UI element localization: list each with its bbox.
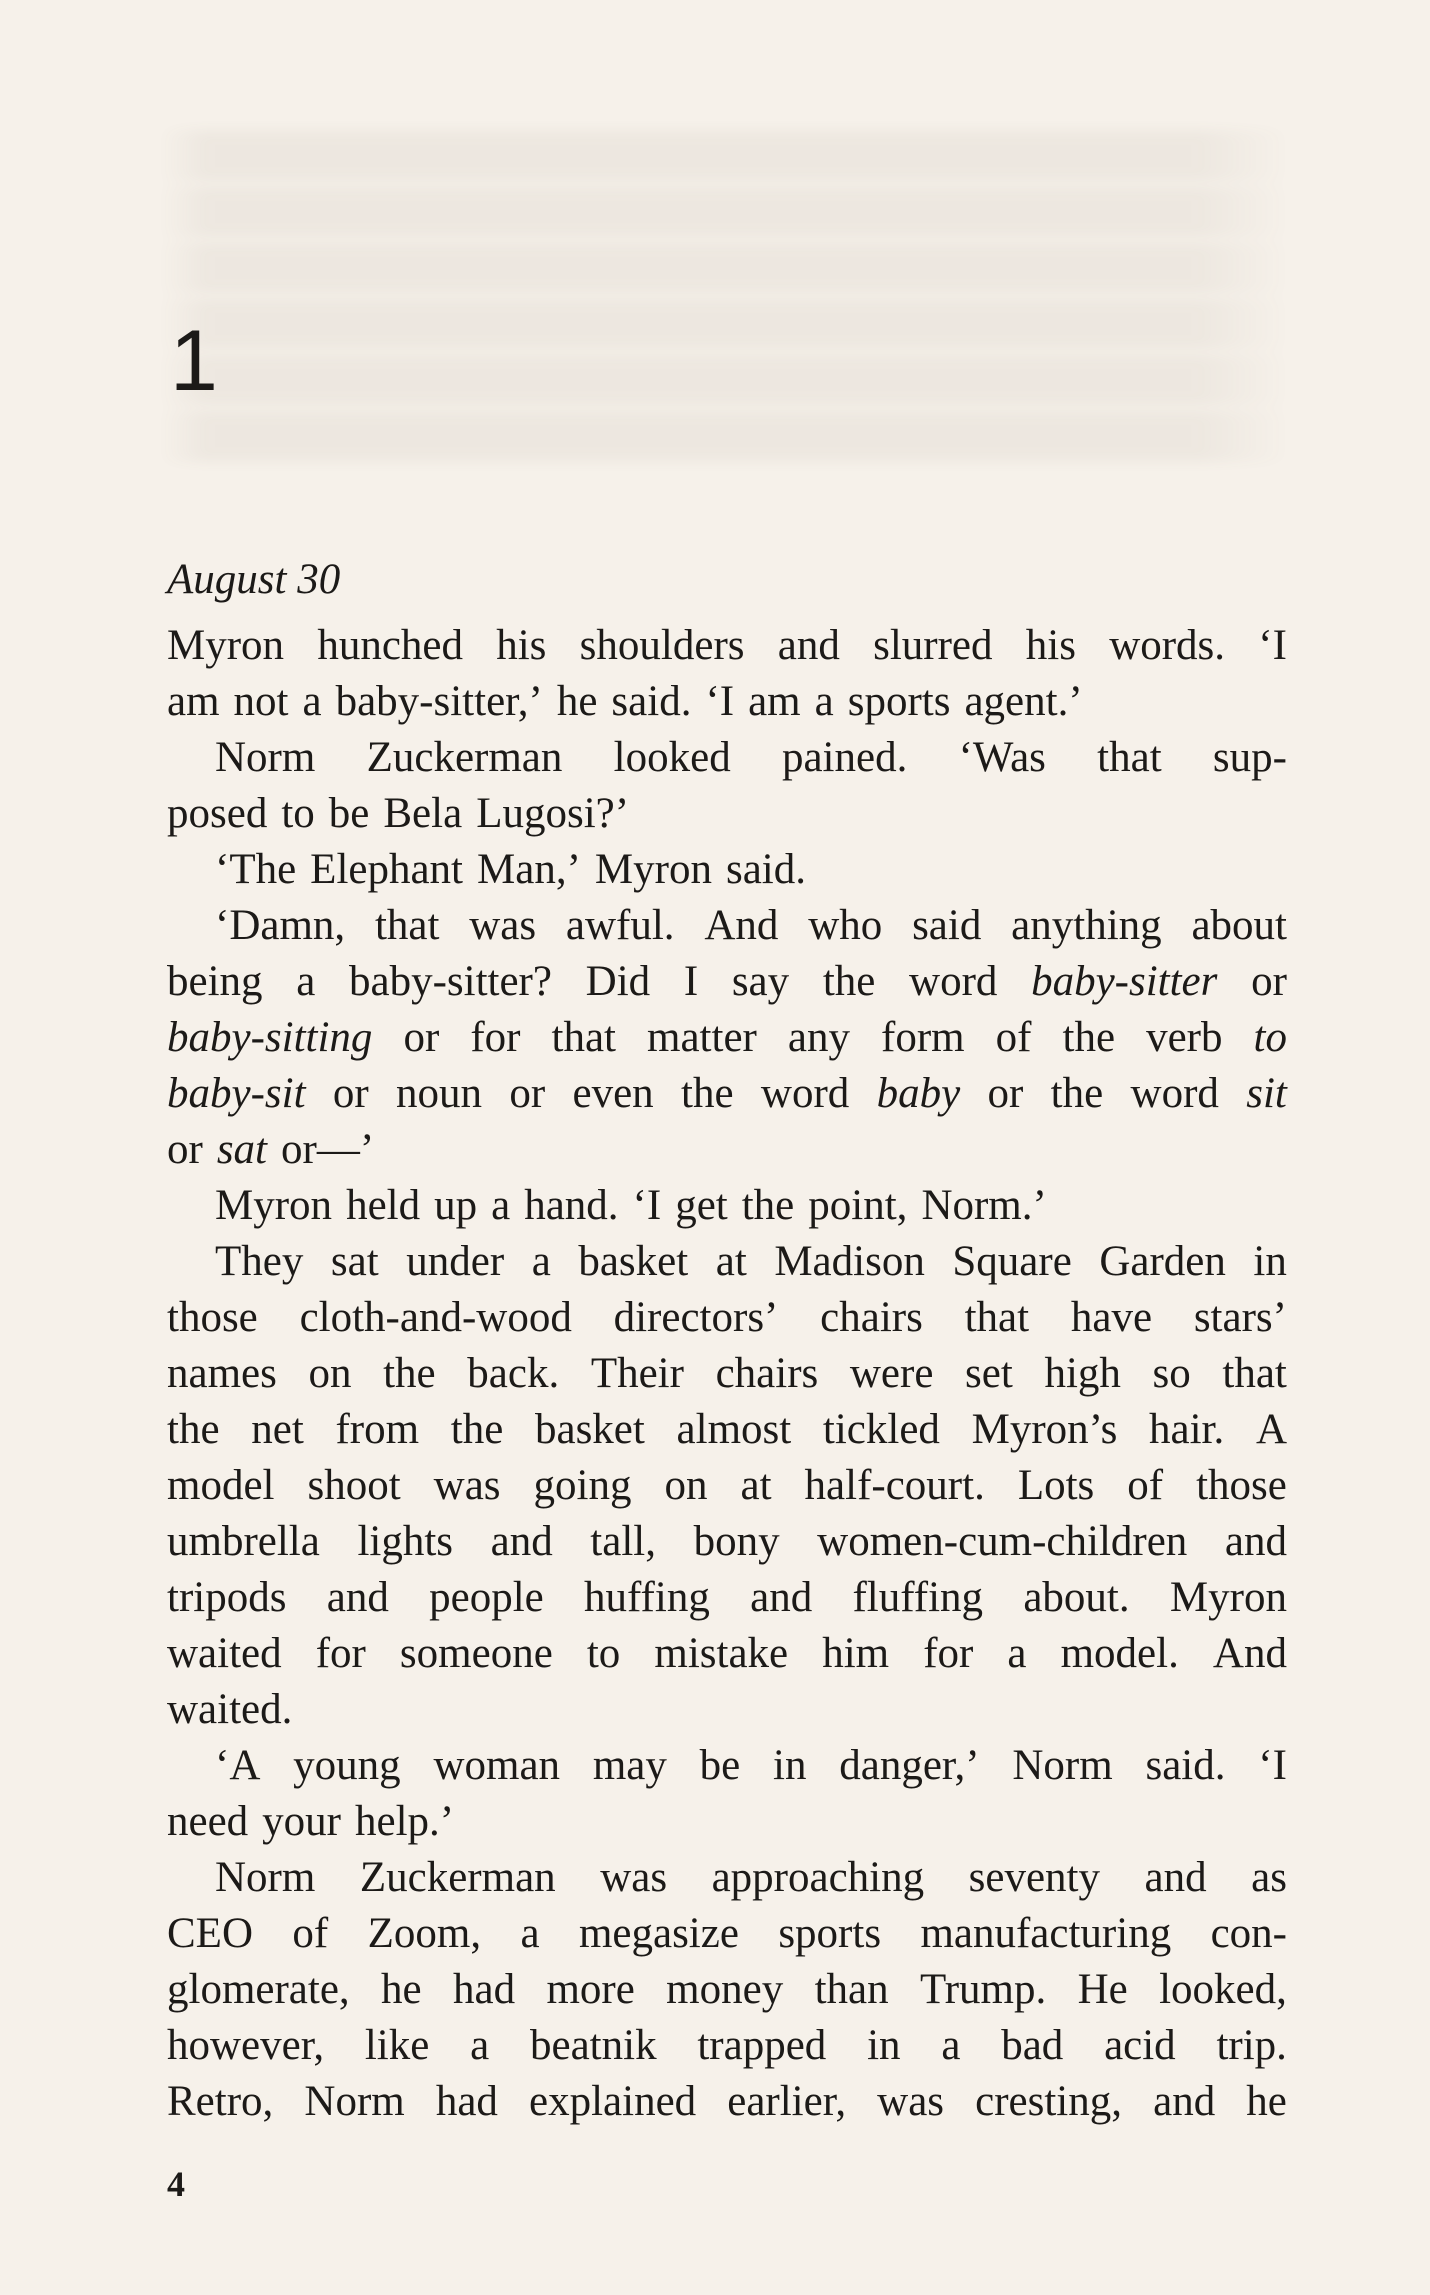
word: was [469, 902, 537, 949]
word: ‘I [1258, 1742, 1287, 1789]
word: the [383, 1350, 436, 1397]
word: form [881, 1014, 965, 1061]
word: point, [808, 1182, 908, 1229]
word: more [546, 1966, 635, 2013]
word: baby-sitter [1031, 958, 1218, 1005]
word: be [699, 1742, 741, 1789]
word: shoot [307, 1462, 401, 1509]
word: trapped [697, 2022, 827, 2069]
word: the [1050, 1070, 1104, 1117]
word: so [1152, 1350, 1191, 1397]
word: help.’ [355, 1798, 455, 1845]
word: the [1062, 1014, 1116, 1061]
word: Their [590, 1350, 684, 1397]
word: a [520, 1910, 540, 1957]
word: a [491, 1182, 511, 1229]
word: back. [467, 1350, 560, 1397]
word: Myron’s [971, 1406, 1118, 1453]
text-line [167, 1682, 1287, 1738]
word: looked [613, 734, 731, 781]
word: Myron [594, 846, 712, 893]
text-line [167, 1850, 1287, 1906]
word: explained [529, 2078, 697, 2125]
word: Myron [1169, 1574, 1287, 1621]
word: a [531, 1238, 551, 1285]
word: in [1253, 1238, 1287, 1285]
word: in [773, 1742, 807, 1789]
word: and [1153, 2078, 1216, 2125]
word: verb [1146, 1014, 1223, 1061]
word: hunched [317, 622, 463, 669]
word: cloth-and-wood [299, 1294, 572, 1341]
word: ‘Was [958, 734, 1046, 781]
word: beatnik [530, 2022, 657, 2069]
word: cresting, [975, 2078, 1123, 2125]
word: Lugosi?’ [476, 790, 630, 837]
word: manufacturing [920, 1910, 1172, 1957]
word: have [1070, 1294, 1153, 1341]
word: Norm.’ [921, 1182, 1047, 1229]
word: not [233, 678, 289, 725]
word: tripods [167, 1574, 287, 1621]
word: pained. [781, 734, 908, 781]
word: or [167, 1126, 203, 1173]
word: baby [876, 1070, 961, 1117]
word: They [215, 1238, 304, 1285]
word: huffing [584, 1574, 710, 1621]
word: Lots [1017, 1462, 1095, 1509]
word: almost [676, 1406, 792, 1453]
word: sports [778, 1910, 882, 1957]
word: at [740, 1462, 772, 1509]
word: on [308, 1350, 352, 1397]
text-line [167, 2018, 1287, 2074]
word: Man,’ [477, 846, 581, 893]
word: sup- [1212, 734, 1287, 781]
word: in [867, 2022, 901, 2069]
word: about [1191, 902, 1287, 949]
word: Bela [383, 790, 463, 837]
word: of [292, 1910, 329, 1957]
word: awful. [565, 902, 675, 949]
word: Zuckerman [359, 1854, 556, 1901]
word: I [683, 958, 699, 1005]
word: were [849, 1350, 934, 1397]
word: stars’ [1193, 1294, 1287, 1341]
word: model. [1060, 1630, 1179, 1677]
text-line [167, 954, 1287, 1010]
word: had [435, 2078, 498, 2125]
text-line [167, 842, 1287, 898]
text-line [167, 898, 1287, 954]
word: your [262, 1798, 341, 1845]
word: held [346, 1182, 421, 1229]
text-line [167, 1738, 1287, 1794]
word: And [704, 902, 779, 949]
word: fluffing [852, 1574, 984, 1621]
word: waited [167, 1630, 282, 1677]
word: his [1025, 622, 1076, 669]
word: he [381, 1966, 422, 2013]
word: that [551, 1014, 616, 1061]
word: And [1212, 1630, 1287, 1677]
body-text [167, 618, 1287, 2130]
word: about. [1023, 1574, 1130, 1621]
word: net [251, 1406, 304, 1453]
word: someone [399, 1630, 553, 1677]
word: even [572, 1070, 654, 1117]
word: agent.’ [964, 678, 1083, 725]
word: noun [396, 1070, 483, 1117]
word: those [1196, 1462, 1287, 1509]
word: a [302, 678, 322, 725]
word: the [741, 1182, 795, 1229]
page-number: 4 [167, 2164, 185, 2204]
word: that [1222, 1350, 1287, 1397]
word: hand. [524, 1182, 619, 1229]
word: woman [433, 1742, 561, 1789]
word: matter [647, 1014, 757, 1061]
word: looked, [1159, 1966, 1287, 2013]
text-line [167, 786, 1287, 842]
word: sat [330, 1238, 379, 1285]
text-line [167, 1570, 1287, 1626]
word: need [167, 1798, 249, 1845]
word: ‘I [705, 678, 735, 725]
word: Zoom, [367, 1910, 482, 1957]
text-line [167, 1346, 1287, 1402]
text-line [167, 2074, 1287, 2130]
text-line [167, 618, 1287, 674]
word: the [822, 958, 876, 1005]
word: slurred [873, 622, 993, 669]
word: model [167, 1462, 275, 1509]
word: he [1246, 2078, 1287, 2125]
word: that [374, 902, 440, 949]
word: and [1224, 1518, 1287, 1565]
word: be [328, 790, 370, 837]
word: said. [1145, 1742, 1226, 1789]
word: him [822, 1630, 890, 1677]
word: Square [952, 1238, 1072, 1285]
word: Norm [215, 734, 316, 781]
word: up [434, 1182, 478, 1229]
word: am [167, 678, 220, 725]
text-line [167, 730, 1287, 786]
word: tickled [822, 1406, 940, 1453]
word: of [1127, 1462, 1164, 1509]
word: and [750, 1574, 813, 1621]
word: or [332, 1070, 369, 1117]
word: of [995, 1014, 1032, 1061]
word: word [909, 958, 998, 1005]
word: than [814, 1966, 889, 2013]
word: high [1044, 1350, 1121, 1397]
text-line [167, 1066, 1287, 1122]
text-line [167, 1458, 1287, 1514]
word: Trump. [919, 1966, 1047, 2013]
word: to [1253, 1014, 1287, 1061]
word: Elephant [310, 846, 464, 893]
word: Garden [1099, 1238, 1226, 1285]
word: women-cum-children [817, 1518, 1188, 1565]
word: get [675, 1182, 728, 1229]
word: Norm [215, 1854, 316, 1901]
word: Madison [774, 1238, 925, 1285]
word: Norm [304, 2078, 405, 2125]
text-line [167, 1178, 1287, 1234]
word: glomerate, [167, 1966, 350, 2013]
word: like [364, 2022, 430, 2069]
text-line [167, 1010, 1287, 1066]
chapter-number: 1 [170, 313, 218, 409]
word: umbrella [167, 1518, 320, 1565]
word: half-court. [804, 1462, 985, 1509]
word: those [167, 1294, 258, 1341]
show-through-text [160, 130, 1290, 490]
word: seventy [968, 1854, 1101, 1901]
word: approaching [711, 1854, 925, 1901]
word: bony [693, 1518, 780, 1565]
word: am [748, 678, 801, 725]
word: set [965, 1350, 1013, 1397]
word: baby-sitter,’ [335, 678, 543, 725]
word: on [664, 1462, 708, 1509]
word: danger,’ [839, 1742, 980, 1789]
word: said [912, 902, 982, 949]
word: tall, [590, 1518, 656, 1565]
word: he [556, 678, 598, 725]
word: and [490, 1518, 553, 1565]
word: mistake [654, 1630, 789, 1677]
word: ‘The [215, 846, 297, 893]
word: con- [1210, 1910, 1287, 1957]
word: for [315, 1630, 366, 1677]
word: megasize [578, 1910, 739, 1957]
word: may [592, 1742, 667, 1789]
text-line [167, 1626, 1287, 1682]
word: ‘I [1258, 622, 1287, 669]
word: or [987, 1070, 1024, 1117]
word: at [715, 1238, 747, 1285]
word: people [429, 1574, 544, 1621]
text-line [167, 1962, 1287, 2018]
word: ‘A [215, 1742, 261, 1789]
word: being [167, 958, 263, 1005]
word: was [433, 1462, 501, 1509]
word: chairs [715, 1350, 819, 1397]
word: Did [585, 958, 651, 1005]
word: that [1097, 734, 1162, 781]
text-line [167, 1402, 1287, 1458]
word: young [293, 1742, 401, 1789]
word: or [1251, 958, 1287, 1005]
word: for [923, 1630, 974, 1677]
word: his [496, 622, 547, 669]
word: lights [357, 1518, 454, 1565]
word: word [760, 1070, 850, 1117]
word: He [1077, 1966, 1128, 2013]
word: baby-sit [167, 1070, 306, 1117]
word: a [470, 2022, 490, 2069]
word: who [808, 902, 883, 949]
word: word [1130, 1070, 1219, 1117]
word: bad [1001, 2022, 1064, 2069]
word: under [406, 1238, 505, 1285]
word: a [296, 958, 316, 1005]
word: a [814, 678, 834, 725]
word: for [470, 1014, 521, 1061]
word: that [964, 1294, 1030, 1341]
word: going [533, 1462, 632, 1509]
text-line [167, 1290, 1287, 1346]
word: baby-sitting [167, 1014, 373, 1061]
word: basket [578, 1238, 689, 1285]
word: to [586, 1630, 621, 1677]
word: said. [611, 678, 692, 725]
text-line [167, 1906, 1287, 1962]
word: to [281, 790, 315, 837]
text-line [167, 1514, 1287, 1570]
word: sat [216, 1126, 268, 1173]
word: the [167, 1406, 220, 1453]
text-line [167, 674, 1287, 730]
word: words. [1109, 622, 1226, 669]
word: sit [1246, 1070, 1287, 1117]
word: Retro, [167, 2078, 274, 2125]
word: A [1255, 1406, 1287, 1453]
word: baby-sitter? [348, 958, 552, 1005]
word: acid [1104, 2022, 1176, 2069]
word: names [167, 1350, 277, 1397]
word: Zuckerman [366, 734, 563, 781]
word: said. [725, 846, 806, 893]
word: had [452, 1966, 516, 2013]
word: Myron [215, 1182, 333, 1229]
word: ‘I [632, 1182, 662, 1229]
word: shoulders [579, 622, 745, 669]
word: any [787, 1014, 850, 1061]
word: trip. [1216, 2022, 1287, 2069]
word: the [681, 1070, 734, 1117]
word: waited. [167, 1686, 293, 1733]
word: sports [847, 678, 951, 725]
word: and [326, 1574, 389, 1621]
word: CEO [167, 1910, 253, 1957]
word: Norm [1012, 1742, 1113, 1789]
word: a [941, 2022, 961, 2069]
word: as [1251, 1854, 1287, 1901]
word: posed [167, 790, 268, 837]
word: was [877, 2078, 945, 2125]
text-line [167, 1234, 1287, 1290]
word: the [450, 1406, 504, 1453]
word: from [335, 1406, 420, 1453]
word: earlier, [727, 2078, 847, 2125]
word: a [1007, 1630, 1027, 1677]
text-line [167, 1122, 1287, 1178]
word: or [509, 1070, 546, 1117]
word: and [777, 622, 840, 669]
word: was [600, 1854, 668, 1901]
word: however, [167, 2022, 325, 2069]
word: directors’ [613, 1294, 779, 1341]
word: and [1144, 1854, 1207, 1901]
word: or—’ [281, 1126, 375, 1173]
word: Myron [167, 622, 285, 669]
word: money [666, 1966, 784, 2013]
word: anything [1011, 902, 1162, 949]
word: ‘Damn, [215, 902, 346, 949]
word: or [403, 1014, 440, 1061]
word: hair. [1149, 1406, 1225, 1453]
word: say [731, 958, 790, 1005]
word: basket [534, 1406, 645, 1453]
text-line [167, 1794, 1287, 1850]
word: chairs [820, 1294, 923, 1341]
chapter-date: August 30 [167, 556, 341, 603]
